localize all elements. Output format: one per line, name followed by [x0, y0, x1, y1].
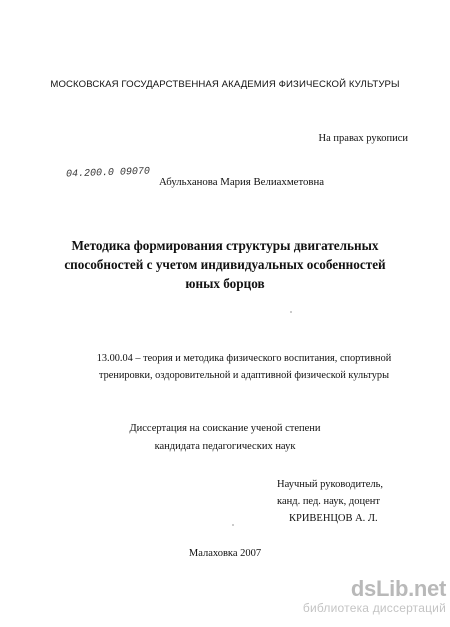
watermark[interactable]: [276, 577, 446, 615]
catalog-stamp: 04.200.0 09070: [65, 166, 151, 181]
specialty-code: [58, 350, 430, 384]
supervisor-block: [277, 476, 407, 527]
scan-speck: [232, 524, 234, 526]
degree-statement: [20, 420, 430, 456]
city-year: Малаховка 2007: [188, 548, 262, 559]
dissertation-title: [40, 236, 410, 293]
title-line: Методика формирования структуры двигательных: [71, 238, 379, 253]
supervisor-name: КРИВЕНЦОВ А. Л.: [289, 513, 378, 524]
degree-line: Диссертация на соискание ученой степени: [129, 423, 321, 434]
watermark-logo: dsLib.net: [350, 576, 446, 601]
author-name: Абульханова Мария Велиахметовна: [159, 176, 325, 188]
supervisor-line: канд. пед. наук, доцент: [277, 496, 380, 507]
title-line: способностей с учетом индивидуальных особенностей: [64, 257, 386, 272]
manuscript-note: На правах рукописи: [318, 133, 408, 144]
title-line: юных борцов: [185, 276, 265, 291]
specialty-line: 13.00.04 – теория и методика физического воспитания, спортивной: [96, 353, 392, 364]
scan-speck: [290, 311, 292, 313]
supervisor-line: Научный руководитель,: [277, 479, 384, 490]
degree-line: кандидата педагогических наук: [154, 441, 296, 452]
institution-name: МОСКОВСКАЯ ГОСУДАРСТВЕННАЯ АКАДЕМИЯ ФИЗИЧЕСКОЙ КУЛЬТУРЫ: [50, 79, 400, 90]
watermark-subtitle: библиотека диссертаций: [302, 601, 446, 615]
specialty-line: тренировки, оздоровительной и адаптивной физической культуры: [99, 370, 389, 381]
